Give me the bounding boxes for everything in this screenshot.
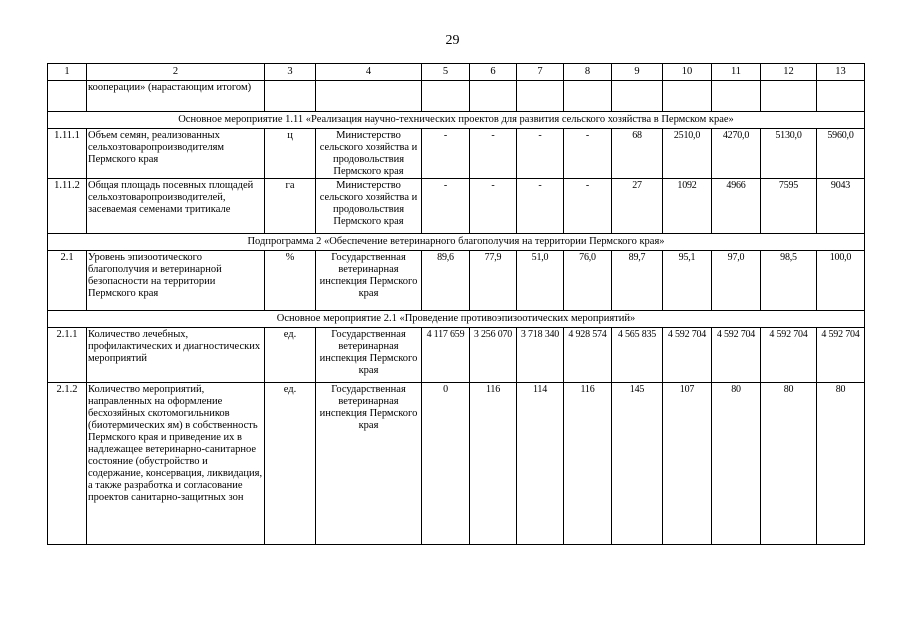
value-cell: 89,7 (612, 251, 663, 311)
table-row (48, 129, 865, 179)
value-cell: 89,6 (422, 251, 470, 311)
unit-cell: ц (265, 129, 316, 179)
value-cell: 100,0 (817, 251, 865, 311)
row-code: 2.1.1 (48, 328, 87, 383)
responsible-org: Министерство сельского хозяйства и продовольствия Пермского края (316, 179, 422, 234)
header-cell: 9 (612, 64, 663, 81)
value-cell (712, 81, 761, 112)
value-cell: 76,0 (564, 251, 612, 311)
value-cell: - (517, 129, 564, 179)
section-row (48, 311, 865, 328)
value-cell: 77,9 (470, 251, 517, 311)
value-cell: 4270,0 (712, 129, 761, 179)
responsible-org: Государственная ветеринарная инспекция Пермского края (316, 328, 422, 383)
value-cell: 0 (422, 383, 470, 545)
value-cell (517, 81, 564, 112)
value-cell (663, 81, 712, 112)
value-cell: 97,0 (712, 251, 761, 311)
table-row (48, 383, 865, 545)
value-cell: - (422, 179, 470, 234)
unit-cell: ед. (265, 328, 316, 383)
table-row (48, 251, 865, 311)
value-cell: 4966 (712, 179, 761, 234)
header-cell: 3 (265, 64, 316, 81)
value-cell: 95,1 (663, 251, 712, 311)
header-cell: 6 (470, 64, 517, 81)
section-title: Основное мероприятие 1.11 «Реализация научно-технических проектов для развития сельского хозяйства в Пермском крае» (48, 112, 865, 129)
indicator-name: кооперации» (нарастающим итогом) (87, 81, 265, 112)
table-row (48, 179, 865, 234)
header-cell: 4 (316, 64, 422, 81)
value-cell: 107 (663, 383, 712, 545)
responsible-org: Министерство сельского хозяйства и продовольствия Пермского края (316, 129, 422, 179)
responsible-org: Государственная ветеринарная инспекция Пермского края (316, 383, 422, 545)
value-cell: - (564, 129, 612, 179)
value-cell (612, 81, 663, 112)
unit-cell: % (265, 251, 316, 311)
value-cell (761, 81, 817, 112)
value-cell: 2510,0 (663, 129, 712, 179)
row-code: 2.1.2 (48, 383, 87, 545)
value-cell: 68 (612, 129, 663, 179)
row-code (48, 81, 87, 112)
page-number: 29 (445, 33, 460, 48)
section-title: Основное мероприятие 2.1 «Проведение противоэпизоотических мероприятий» (48, 311, 865, 328)
value-cell: 3 718 340 (517, 328, 564, 383)
value-cell (470, 81, 517, 112)
header-cell: 5 (422, 64, 470, 81)
value-cell: 114 (517, 383, 564, 545)
value-cell: 51,0 (517, 251, 564, 311)
value-cell: 116 (564, 383, 612, 545)
row-code: 2.1 (48, 251, 87, 311)
indicator-name: Объем семян, реализованных сельхозтоваропроизводителям Пермского края (87, 129, 265, 179)
value-cell: 27 (612, 179, 663, 234)
value-cell: 80 (712, 383, 761, 545)
value-cell: 80 (817, 383, 865, 545)
value-cell: 4 565 835 (612, 328, 663, 383)
value-cell (817, 81, 865, 112)
value-cell: 4 592 704 (712, 328, 761, 383)
value-cell: - (422, 129, 470, 179)
section-title: Подпрограмма 2 «Обеспечение ветеринарного благополучия на территории Пермского края» (48, 234, 865, 251)
value-cell (564, 81, 612, 112)
value-cell: - (517, 179, 564, 234)
value-cell: 4 592 704 (663, 328, 712, 383)
header-cell: 12 (761, 64, 817, 81)
value-cell: - (564, 179, 612, 234)
unit-cell (265, 81, 316, 112)
unit-cell: ед. (265, 383, 316, 545)
value-cell: - (470, 129, 517, 179)
value-cell: 80 (761, 383, 817, 545)
indicator-name: Количество лечебных, профилактических и диагностических мероприятий (87, 328, 265, 383)
value-cell: 145 (612, 383, 663, 545)
value-cell: 4 117 659 (422, 328, 470, 383)
value-cell: 9043 (817, 179, 865, 234)
table-row (48, 81, 865, 112)
header-cell: 7 (517, 64, 564, 81)
row-code: 1.11.2 (48, 179, 87, 234)
indicators-table (47, 63, 865, 545)
header-cell: 13 (817, 64, 865, 81)
indicator-name: Общая площадь посевных площадей сельхозтоваропроизводителей, засеваемая семенами тритикале (87, 179, 265, 234)
indicator-name: Уровень эпизоотического благополучия и ветеринарной безопасности на территории Пермского края (87, 251, 265, 311)
value-cell (422, 81, 470, 112)
responsible-org: Государственная ветеринарная инспекция Пермского края (316, 251, 422, 311)
header-cell: 1 (48, 64, 87, 81)
responsible-org (316, 81, 422, 112)
value-cell: 4 592 704 (761, 328, 817, 383)
indicator-name: Количество мероприятий, направленных на оформление бесхозяйных скотомогильников (биотермических ям) в собственность Пермского края и приведение их в надлежащее ветеринарно-санитарное состояние (обустройство и содержание, консервация, ликвидация, а также разработка и согласование проектов санитарно-защитных зон (87, 383, 265, 545)
section-row (48, 112, 865, 129)
value-cell: 3 256 070 (470, 328, 517, 383)
header-row (48, 64, 865, 81)
header-cell: 8 (564, 64, 612, 81)
header-cell: 2 (87, 64, 265, 81)
header-cell: 10 (663, 64, 712, 81)
unit-cell: га (265, 179, 316, 234)
value-cell: 1092 (663, 179, 712, 234)
header-cell: 11 (712, 64, 761, 81)
value-cell: 4 592 704 (817, 328, 865, 383)
value-cell: 7595 (761, 179, 817, 234)
row-code: 1.11.1 (48, 129, 87, 179)
value-cell: 5130,0 (761, 129, 817, 179)
table-row (48, 328, 865, 383)
value-cell: - (470, 179, 517, 234)
section-row (48, 234, 865, 251)
value-cell: 98,5 (761, 251, 817, 311)
value-cell: 5960,0 (817, 129, 865, 179)
value-cell: 4 928 574 (564, 328, 612, 383)
value-cell: 116 (470, 383, 517, 545)
